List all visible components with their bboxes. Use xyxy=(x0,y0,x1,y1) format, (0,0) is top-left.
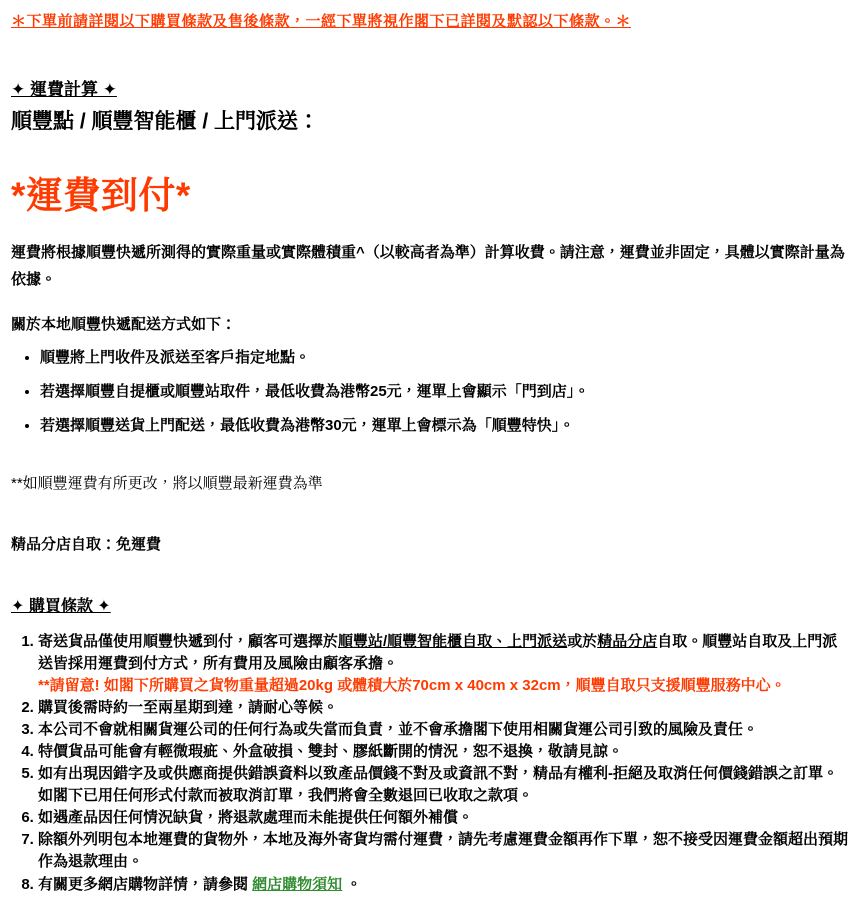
term-text: 或於 xyxy=(567,633,598,650)
delivery-method-item: • 若選擇順豐自提櫃或順豐站取件，最低收費為港幣25元，運單上會顯示「門到店」。 xyxy=(40,381,850,402)
delivery-methods-intro: 關於本地順豐快遞配送方式如下： xyxy=(11,316,237,333)
term-text: 購買後需時約一至兩星期到達，請耐心等候。 xyxy=(38,699,339,717)
term-item xyxy=(38,741,850,763)
purchase-terms-list xyxy=(11,631,850,896)
shipping-calc-heading: ✦ 運費計算 ✦ xyxy=(11,80,117,99)
term-item xyxy=(38,697,850,719)
term-text: 如遇產品因任何情況缺貨，將退款處理而未能提供任何額外補償。 xyxy=(38,809,474,827)
term-item xyxy=(38,807,850,829)
sf-delivery-methods-subheading: 順豐點 / 順豐智能櫃 / 上門派送： xyxy=(11,110,320,133)
term-item xyxy=(38,874,850,896)
purchase-terms-heading: ✦ 購買條款 ✦ xyxy=(11,598,111,615)
sf-size-limit-note: **請留意! 如閣下所購買之貨物重量超過20kg 或體積大於70cm x 40cm x 32cm，順豐自取只支援順豐服務中心。 xyxy=(38,677,786,695)
term-text: 本公司不會就相關貨運公司的任何行為或失當而負責，並不會承擔閣下使用相關貨運公司引致的風險及責任。 xyxy=(38,721,759,739)
term-text: 特價貨品可能會有輕微瑕疵、外盒破損、雙封、膠紙斷開的情況，恕不退換，敬請見諒。 xyxy=(38,743,624,761)
term-text: 如有出現因錯字及或供應商提供錯誤資料以致產品價錢不對及或資訊不對，精品有權利-拒絕及取消任何價錢錯誤之訂單。如閣下已用任何形式付款而被取消訂單，我們將會全數退回已收取之款項。 xyxy=(38,765,839,805)
term-item xyxy=(38,631,850,697)
shop-guide-link[interactable]: 網店購物須知 xyxy=(252,875,343,893)
term-text: 自取。順豐站自取及上門派送皆採用運費到付方式，所有費用及風險由顧客承擔。 xyxy=(38,633,838,673)
term-text: 有關更多網店購物詳情，請參閱 xyxy=(38,875,253,893)
term-text: 。 xyxy=(342,875,362,893)
term-text: 順豐站/順豐智能櫃自取、上門派送 xyxy=(338,633,568,650)
delivery-method-item: • 若選擇順豐送貨上門配送，最低收費為港幣30元，運單上會標示為「順豐特快」。 xyxy=(40,415,850,436)
shipping-fee-intro-paragraph: 運費將根據順豐快遞所測得的實際重量或實際體積重^（以較高者為準）計算收費。請注意，運費並非固定，具體以實際計量為依據。 xyxy=(11,244,845,288)
term-item xyxy=(38,829,850,873)
term-text: 精品分店 xyxy=(597,633,658,650)
term-item xyxy=(38,763,850,807)
delivery-method-item: • 順豐將上門收件及派送至客戶指定地點。 xyxy=(40,347,850,368)
store-pickup-free-line: 精品分店自取：免運費 xyxy=(11,536,162,553)
term-text: 寄送貨品僅使用順豐快遞到付，顧客可選擇於 xyxy=(38,633,339,650)
term-item xyxy=(38,719,850,741)
fee-change-note: **如順豐運費有所更改，將以順豐最新運費為準 xyxy=(11,475,323,492)
freight-collect-title: *運費到付* xyxy=(11,175,191,216)
delivery-methods-list xyxy=(11,347,850,436)
term-text: 除額外列明包本地運費的貨物外，本地及海外寄貨均需付運費，請先考慮運費金額再作下單，恕不接受因運費金額超出預期作為退款理由。 xyxy=(38,831,849,871)
pre-order-warning-banner: ＊下單前請詳閱以下購買條款及售後條款，一經下單將視作閣下已詳閱及默認以下條款。＊ xyxy=(11,13,632,30)
